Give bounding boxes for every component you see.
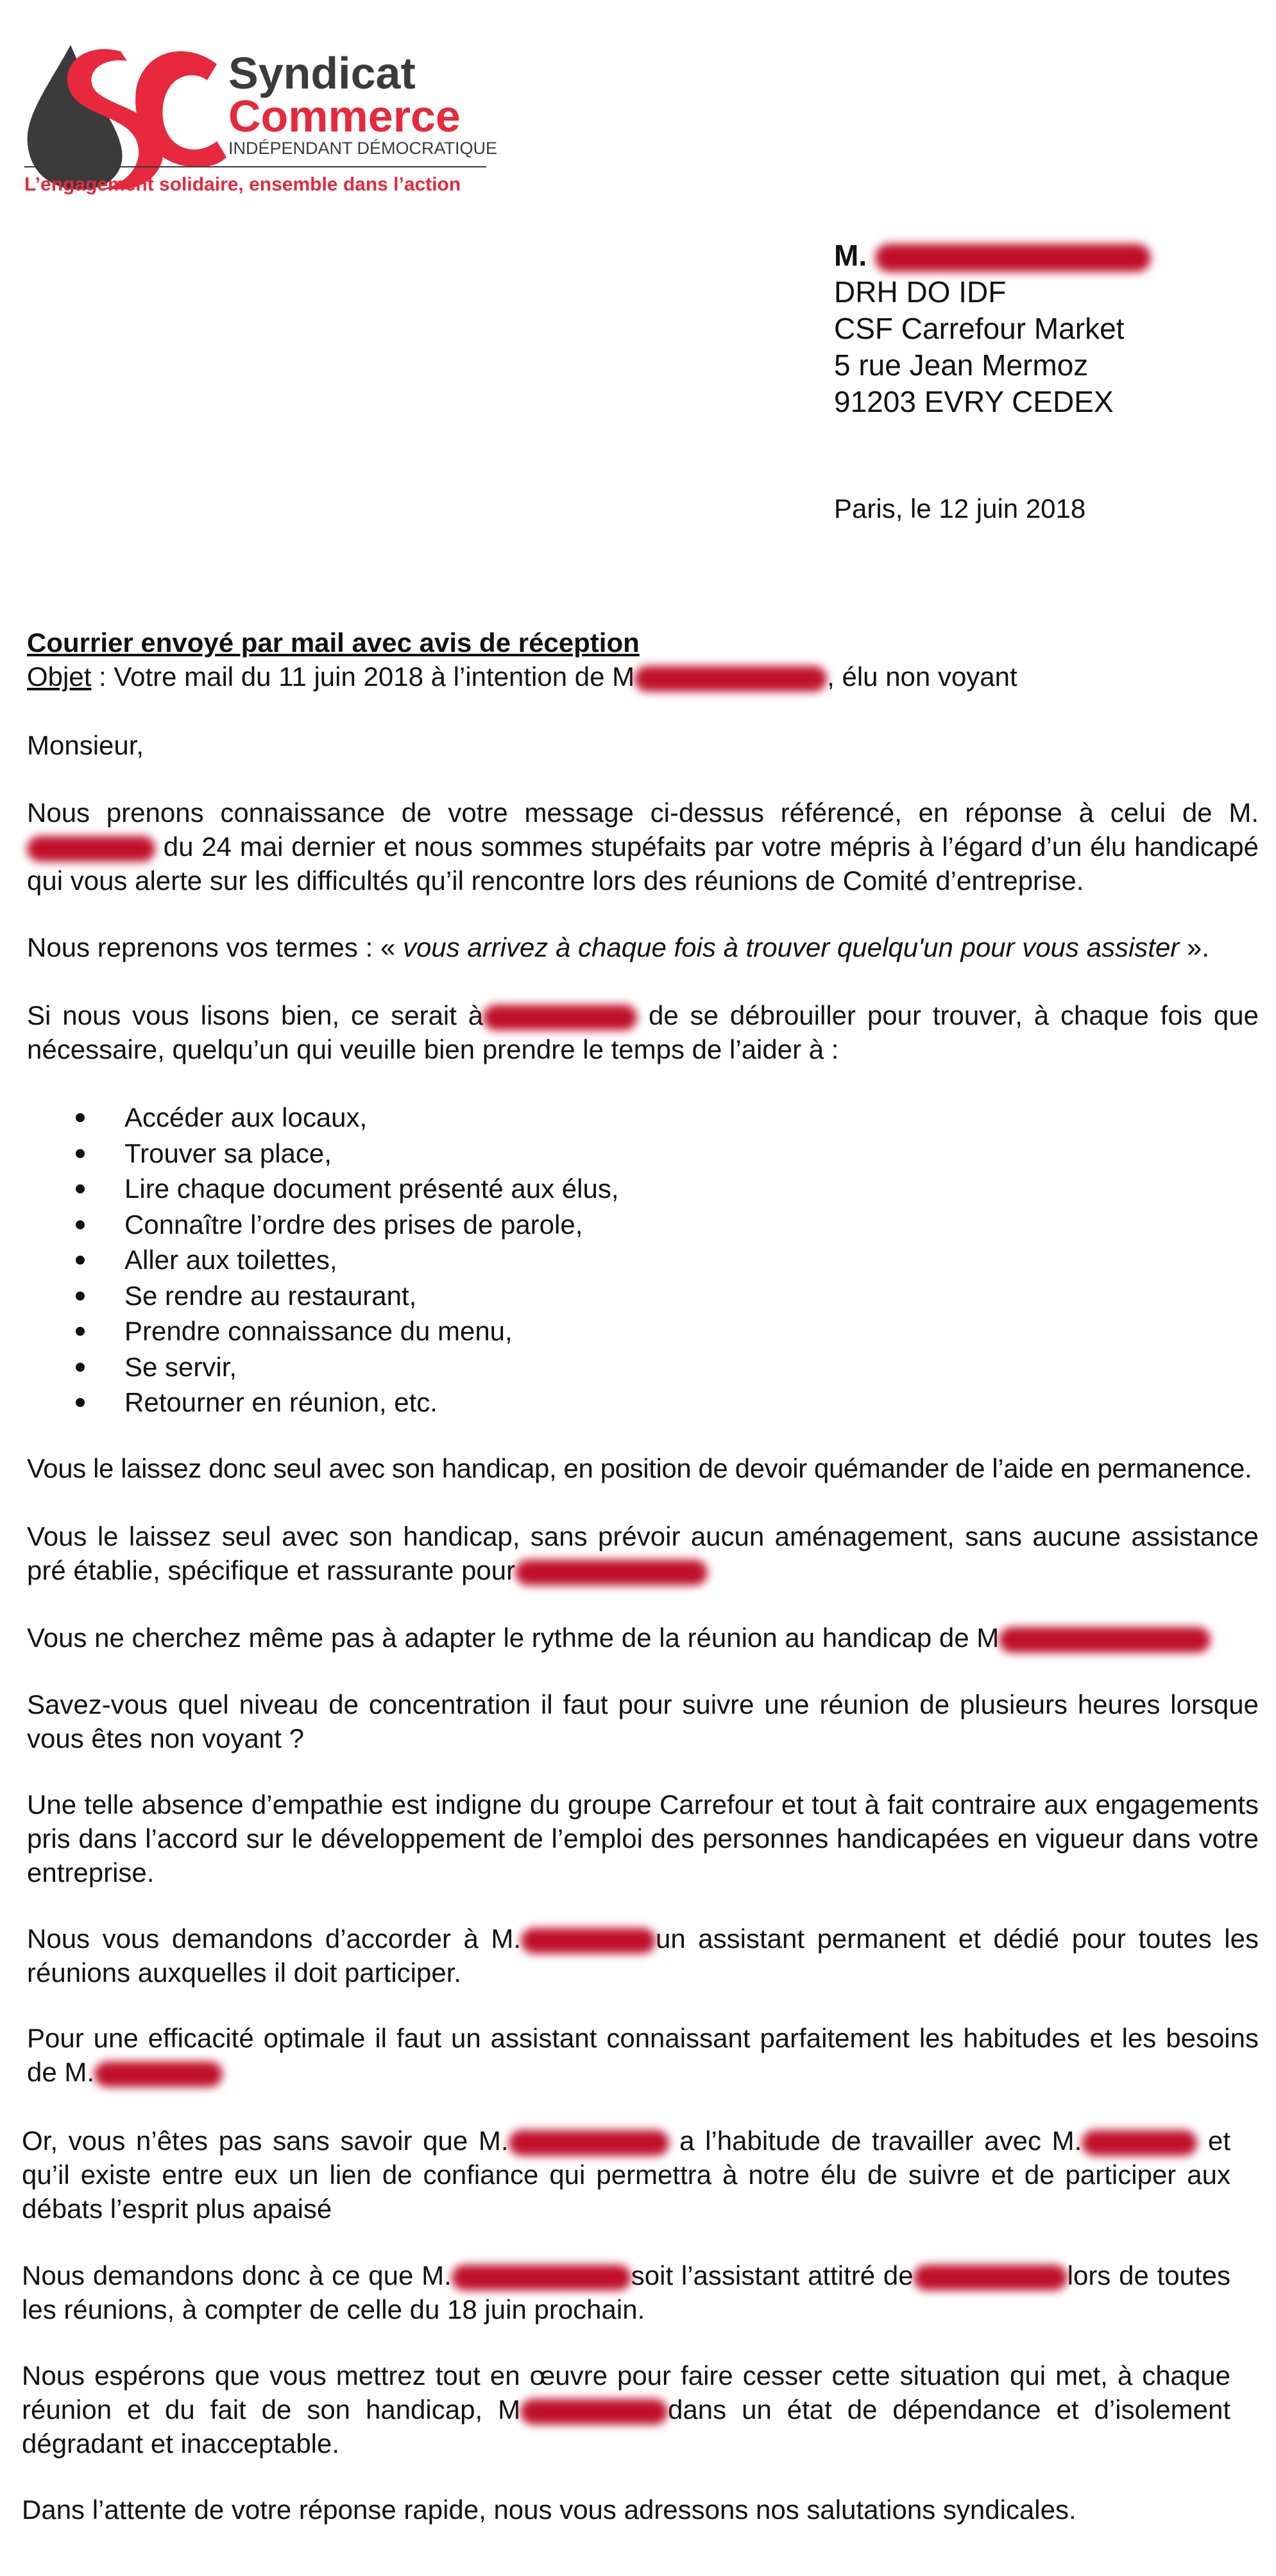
logo-mark xyxy=(24,38,499,205)
closing-line: Dans l’attente de votre réponse rapide, nous vous adressons nos salutations syndicales. xyxy=(22,2495,1076,2525)
p10-text: Pour une efficacité optimale il faut un assistant connaissant parfaitement les habitudes et les besoins de M. xyxy=(27,2023,1259,2087)
paragraph-5 xyxy=(27,1519,1259,1587)
list-item: Se rendre au restaurant, xyxy=(27,1278,1246,1314)
p12-text-c: lors de toutes les réunions, à compter de celle du 18 juin prochain. xyxy=(22,2260,1230,2324)
recipient-line-1: DRH DO IDF xyxy=(834,275,1007,309)
p1-text-a: Nous prenons connaissance de votre message ci-dessus référencé, en réponse à celui de M. xyxy=(27,798,1259,828)
paragraph-4: Vous le laissez donc seul avec son handicap, en position de devoir quémander de l’aide en permanence. xyxy=(27,1453,1252,1483)
paragraph-12 xyxy=(22,2258,1230,2326)
list-item: Accéder aux locaux, xyxy=(27,1100,1246,1136)
p5-text: Vous le laissez seul avec son handicap, sans prévoir aucun aménagement, sans aucune assistance pré établie, spécifique et rassurante pour xyxy=(27,1521,1259,1585)
redacted-name xyxy=(515,1560,708,1585)
redacted-name xyxy=(520,2399,668,2425)
p9-text-b: un assistant permanent et dédié pour toutes les réunions auxquelles il doit participer. xyxy=(27,1923,1259,1988)
logo-word-commerce: Commerce xyxy=(228,91,461,141)
paragraph-1 xyxy=(27,796,1259,898)
recipient-line-3: 5 rue Jean Mermoz xyxy=(834,348,1089,382)
p3-text-a: Si nous vous lisons bien, ce serait à xyxy=(27,1000,484,1030)
p1-text-b: du 24 mai dernier et nous sommes stupéfaits par votre mépris à l’égard d’un élu handicapé qui vous alerte sur les difficultés qu’il rencontre lors des réunions de Comité d’entreprise. xyxy=(27,832,1259,896)
list-item: Prendre connaissance du menu, xyxy=(27,1313,1246,1349)
paragraph-11 xyxy=(22,2124,1230,2226)
paragraph-8: Une telle absence d’empathie est indigne du groupe Carrefour et tout à fait contraire aux engagements pris dans l’accord sur le développement de l’emploi des personnes handicapées en vigueur dans votre entreprise. xyxy=(27,1789,1259,1888)
p11-text-a: Or, vous n’êtes pas sans savoir que M. xyxy=(22,2126,509,2156)
p9-text-a: Nous vous demandons d’accorder à M. xyxy=(27,1923,522,1954)
p3-text-b: de se débrouiller pour trouver, à chaque fois que nécessaire, quelqu’un qui veuille bien prendre le temps de l’aider à : xyxy=(27,1000,1259,1064)
date-line: Paris, le 12 juin 2018 xyxy=(834,493,1086,524)
recipient-name-line xyxy=(834,237,1245,274)
redacted-name xyxy=(94,2061,223,2087)
recipient-line-2: CSF Carrefour Market xyxy=(834,312,1125,345)
recipient-line-4: 91203 EVRY CEDEX xyxy=(834,385,1114,418)
bullet-list xyxy=(27,1100,1246,1420)
paragraph-3 xyxy=(27,998,1259,1066)
paragraph-2 xyxy=(27,930,1259,964)
salutation: Monsieur, xyxy=(27,730,144,760)
paragraph-13 xyxy=(22,2358,1230,2461)
list-item: Aller aux toilettes, xyxy=(27,1242,1246,1278)
p2-quote: vous arrivez à chaque fois à trouver quelqu'un pour vous assister xyxy=(402,932,1180,962)
p11-text-b: a l’habitude de travailler avec M. xyxy=(668,2126,1082,2156)
letter-heading: Courrier envoyé par mail avec avis de réception xyxy=(27,627,640,658)
redacted-name xyxy=(999,1627,1211,1653)
p12-text-a: Nous demandons donc à ce que M. xyxy=(22,2260,452,2290)
object-label: Objet xyxy=(27,661,92,692)
logo-word-syndicat: Syndicat xyxy=(228,48,416,98)
p13-text-b: dans un état de dépendance et d’isolement dégradant et inacceptable. xyxy=(22,2394,1230,2459)
logo-tagline: L’engagement solidaire, ensemble dans l’action xyxy=(24,174,461,195)
list-item: Se servir, xyxy=(27,1349,1246,1385)
p2-text-b: ». xyxy=(1179,932,1209,962)
redacted-name xyxy=(875,244,1151,272)
p11-text-c: et qu’il existe entre eux un lien de confiance qui permettra à notre élu de suivre et de participer aux débats l’esprit plus apaisé xyxy=(22,2126,1230,2224)
redacted-name xyxy=(483,1005,637,1030)
p2-text-a: Nous reprenons vos termes : « xyxy=(27,932,403,962)
paragraph-9 xyxy=(27,1922,1259,1990)
object-line xyxy=(27,660,1259,694)
object-text-end: , élu non voyant xyxy=(827,661,1017,692)
syndicat-logo xyxy=(24,38,499,205)
redacted-name xyxy=(1082,2130,1197,2156)
redacted-name xyxy=(521,1928,656,1954)
heading-block xyxy=(27,626,1259,694)
redacted-name xyxy=(509,2130,669,2156)
p12-text-b: soit l’assistant attitré de xyxy=(631,2260,914,2290)
p13-text-a: Nous espérons que vous mettrez tout en œuvre pour faire cesser cette situation qui met, à chaque réunion et du fait de son handicap, M xyxy=(22,2360,1230,2425)
list-item: Lire chaque document présenté aux élus, xyxy=(27,1171,1246,1207)
paragraph-10 xyxy=(27,2021,1259,2089)
redacted-name xyxy=(27,836,155,862)
paragraph-6 xyxy=(27,1621,1265,1655)
paragraph-7: Savez-vous quel niveau de concentration il faut pour suivre une réunion de plusieurs heures lorsque vous êtes non voyant ? xyxy=(27,1689,1259,1753)
recipient-prefix: M. xyxy=(834,239,867,272)
redacted-name xyxy=(634,666,827,692)
p6-text: Vous ne cherchez même pas à adapter le rythme de la réunion au handicap de M xyxy=(27,1623,1000,1653)
logo-subtitle: INDÉPENDANT DÉMOCRATIQUE xyxy=(228,139,498,158)
recipient-address xyxy=(834,237,1245,420)
redacted-name xyxy=(452,2265,631,2290)
list-item: Retourner en réunion, etc. xyxy=(27,1385,1246,1420)
redacted-name xyxy=(914,2265,1068,2290)
list-item: Connaître l’ordre des prises de parole, xyxy=(27,1207,1246,1243)
list-item: Trouver sa place, xyxy=(27,1136,1246,1172)
object-text: : Votre mail du 11 juin 2018 à l’intention de M xyxy=(91,661,635,692)
